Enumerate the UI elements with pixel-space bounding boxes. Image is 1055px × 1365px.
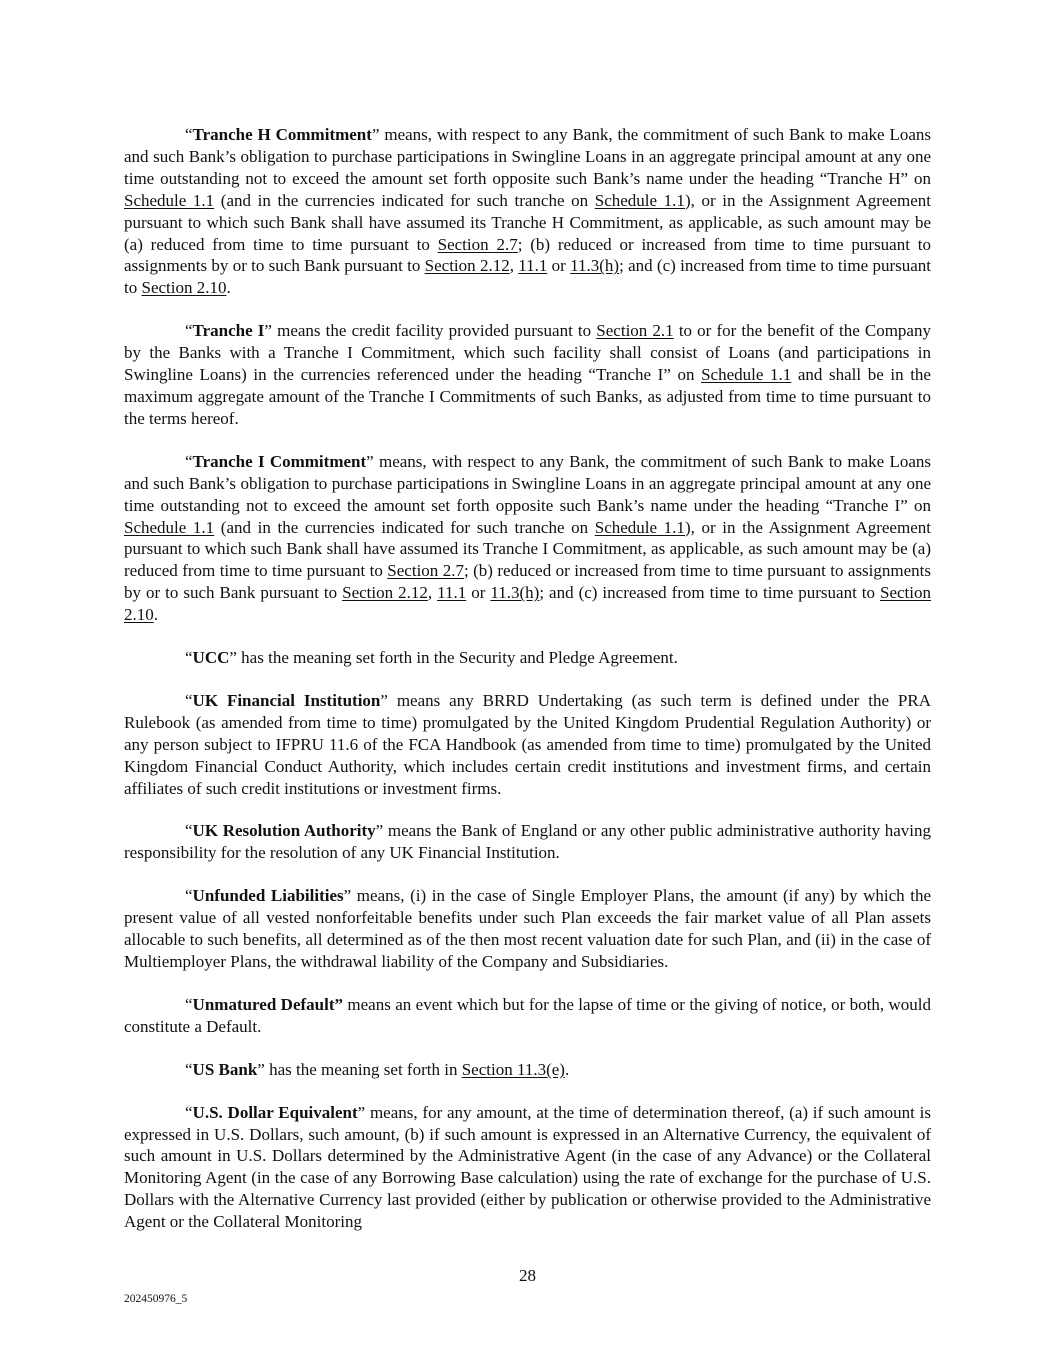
cross-reference: 11.3(h) [490,583,540,603]
defined-term: Unfunded Liabilities [192,886,344,906]
cross-reference: Schedule 1.1 [124,190,215,210]
text-run: ” means the credit facility provided pursuant to [264,321,597,341]
text-run: . [564,1059,570,1079]
text-run: ; and (c) increased from time to time pursuant to [124,256,931,298]
text-run: ” means, (i) in the case of Single Employer Plans, the amount (if any) by which the present value of all vested nonforfeitable benefits under such Plan exceeds the fair market value of all Plan assets allocable to such benefits, all determined as of the then most recent valuation date for such Plan, and (ii) in the case of Multiemployer Plans, the withdrawal liability of the Company and Subsidiaries. [124,886,931,971]
text-run: or [547,256,571,276]
text-run: “ [185,451,193,471]
text-run: “ [185,1059,193,1079]
cross-reference: Section 2.12 [424,256,510,276]
text-run: ; (b) reduced or increased from time to time pursuant to assignments by or to such Bank pursuant to [124,561,932,603]
definition-us-dollar-equivalent [124,1102,931,1233]
definition-tranche-i [124,320,931,430]
definition-uk-resolution-authority [124,820,931,864]
text-run: or [466,583,491,603]
text-run: “ [185,690,193,710]
text-run: , [509,256,519,276]
text-run: “ [185,1102,193,1122]
defined-term: UCC [192,648,230,668]
defined-term: Tranche H Commitment [192,125,372,144]
text-run: “ [185,821,193,841]
definition-ucc [124,647,931,669]
definition-us-bank [124,1059,931,1081]
text-run: ; and (c) increased from time to time pursuant to [539,583,880,603]
cross-reference: Section 2.12 [342,583,428,603]
cross-reference: 11.1 [437,583,467,603]
text-run: ” means any BRRD Undertaking (as such term is defined under the PRA Rulebook (as amended from time to time) promulgated by the United Kingdom Prudential Regulation Authority) or any person subject to IFPRU 11.6 of the FCA Handbook (as amended from time to time) promulgated by the United Kingdom Financial Conduct Authority, which includes certain credit institutions and investment firms, and certain affiliates of such credit institutions or investment firms. [124,690,931,798]
document-id: 202450976_5 [124,1293,188,1305]
text-run: “ [185,886,193,906]
text-run: ” means, with respect to any Bank, the commitment of such Bank to make Loans and such Bank’s obligation to purchase participations in Swingline Loans in an aggregate principal amount at any one time outstanding not to exceed the amount set forth opposite such Bank’s name under the heading “Tranche I” on [124,451,931,515]
text-run: (and in the currencies indicated for such tranche on [214,190,595,210]
defined-term: US Bank [192,1059,258,1079]
cross-reference: 11.3(h) [570,256,620,276]
cross-reference: Section 2.10 [124,583,931,625]
cross-reference: Schedule 1.1 [124,517,215,537]
text-run: ), or in the Assignment Agreement pursuant to which such Bank shall have assumed its Tranche I Commitment, as applicable, as such amount may be (a) reduced from time to time pursuant to [124,517,931,581]
defined-term: U.S. Dollar Equivalent [192,1102,358,1122]
definition-unmatured-default [124,994,931,1038]
definition-uk-financial-institution [124,690,931,800]
page-number: 28 [519,1266,536,1285]
defined-term: Tranche I Commitment [192,451,367,471]
page-body [124,124,931,1233]
text-run: “ [185,321,193,341]
defined-term: Unmatured Default” [192,994,344,1014]
definition-tranche-h-commitment [124,124,931,299]
defined-term: Tranche I [192,321,265,341]
cross-reference: Section 2.10 [141,278,227,298]
text-run: ), or in the Assignment Agreement pursuant to which such Bank shall have assumed its Tranche H Commitment, as applicable, as such amount may be (a) reduced from time to time pursuant to [124,190,931,254]
text-run: ” has the meaning set forth in [257,1059,462,1079]
cross-reference: 11.1 [518,256,548,276]
cross-reference: Section 11.3(e) [461,1059,565,1079]
text-run: and shall be in the maximum aggregate amount of the Tranche I Commitments of such Banks, as adjusted from time to time pursuant to the terms hereof. [124,365,931,428]
text-run: “ [185,648,193,668]
definition-tranche-i-commitment [124,451,931,626]
text-run: ; (b) reduced or increased from time to time pursuant to assignments by or to such Bank pursuant to [124,234,931,276]
text-run: means an event which but for the lapse of time or the giving of notice, or both, would constitute a Default. [124,994,931,1036]
text-run: (and in the currencies indicated for such tranche on [214,517,595,537]
text-run: “ [185,994,193,1014]
cross-reference: Schedule 1.1 [701,365,792,385]
defined-term: UK Financial Institution [192,690,381,710]
defined-term: UK Resolution Authority [192,821,376,841]
text-run: to or for the benefit of the Company by the Banks with a Tranche I Commitment, which such facility shall consist of Loans (and participations in Swingline Loans) in the currencies referenced under the heading “Tranche I” on [124,321,931,385]
text-run: ” means the Bank of England or any other public administrative authority having responsibility for the resolution of any UK Financial Institution. [124,821,931,863]
cross-reference: Section 2.1 [596,321,674,341]
text-run: ” means, with respect to any Bank, the commitment of such Bank to make Loans and such Bank’s obligation to purchase participations in Swingline Loans in an aggregate principal amount at any one time outstanding not to exceed the amount set forth opposite such Bank’s name under the heading “Tranche H” on [124,125,931,188]
text-run: “ [185,125,193,144]
definition-unfunded-liabilities [124,885,931,973]
text-run: . [153,605,158,625]
text-run: ” means, for any amount, at the time of determination thereof, (a) if such amount is expressed in U.S. Dollars, such amount, (b) if such amount is expressed in an Alternative Currency, the equivalent of such amount in U.S. Dollars determined by the Administrative Agent (in the case of any Advance) or the Collateral Monitoring Agent (in the case of any Borrowing Base calculation) using the rate of exchange for the purchase of U.S. Dollars with the Alternative Currency last provided (either by publication or otherwise provided to the Administrative Agent or the Collateral Monitoring [124,1102,931,1232]
text-run: . [226,278,231,298]
cross-reference: Schedule 1.1 [594,517,685,537]
text-run: ” has the meaning set forth in the Security and Pledge Agreement. [229,648,678,668]
cross-reference: Schedule 1.1 [594,190,685,210]
cross-reference: Section 2.7 [437,234,518,254]
text-run: , [427,583,438,603]
cross-reference: Section 2.7 [387,561,464,581]
